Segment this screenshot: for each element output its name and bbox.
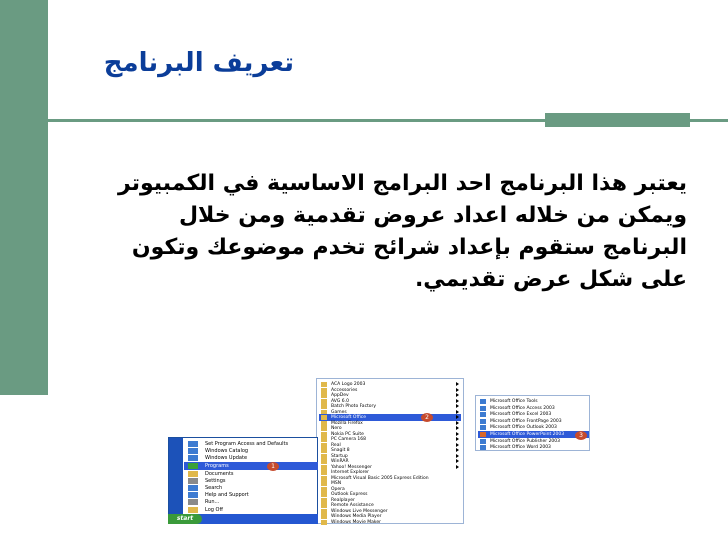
office-app-icon <box>480 399 486 404</box>
programs-item-label: MSN <box>331 481 342 486</box>
start-item[interactable]: Documents <box>205 471 234 477</box>
office-item-label: Microsoft Office PowerPoint 2003 <box>490 432 565 437</box>
start-item[interactable]: Log Off <box>205 507 223 513</box>
submenu-arrow-icon <box>456 410 459 414</box>
search-icon <box>188 485 198 491</box>
update-icon <box>188 455 198 461</box>
taskbar <box>168 514 318 524</box>
body-line: يعتبر هذا البرنامج احد البرامج الاساسية في الكمبيوتر <box>118 171 687 196</box>
start-menu <box>168 437 318 523</box>
programs-item-label: Startup <box>331 453 348 459</box>
start-item[interactable]: Windows Catalog <box>205 448 249 454</box>
submenu-arrow-icon <box>456 459 459 463</box>
submenu-arrow-icon <box>456 388 459 392</box>
programs-item-label: AppDev <box>331 393 349 398</box>
office-menu <box>475 395 590 451</box>
office-app-icon <box>480 432 486 437</box>
programs-item-label: Realplayer <box>331 497 355 503</box>
submenu-arrow-icon <box>456 432 459 436</box>
office-app-icon <box>480 419 486 424</box>
programs-item-label: Windows Movie Maker <box>331 519 381 525</box>
office-app-icon <box>480 439 486 444</box>
programs-item-label: ACA Logo 2003 <box>331 382 366 387</box>
programs-item-label: Outlook Express <box>331 492 368 497</box>
programs-item-label: Opera <box>331 486 345 492</box>
programs-menu <box>316 378 464 524</box>
submenu-arrow-icon <box>456 382 459 386</box>
submenu-arrow-icon <box>456 454 459 458</box>
submenu-arrow-icon <box>456 465 459 469</box>
programs-item-label: Windows Live Messenger <box>331 508 388 514</box>
office-app-icon <box>480 412 486 417</box>
programs-item-label: Windows Media Player <box>331 514 382 519</box>
programs-item-label: Games <box>331 409 347 415</box>
start-item[interactable]: Run... <box>205 499 220 505</box>
start-item[interactable]: Search <box>205 485 223 491</box>
programs-item-label: PC Camera 168 <box>331 437 366 442</box>
submenu-arrow-icon <box>456 448 459 452</box>
programs-item-label: Microsoft Office <box>331 415 367 420</box>
body-line: على شكل عرض تقديمي. <box>414 267 687 292</box>
title-divider-accent <box>545 113 690 127</box>
office-item-label: Microsoft Office FrontPage 2003 <box>490 418 562 424</box>
settings-icon <box>188 478 198 484</box>
programs-item-label: AVG 6.0 <box>331 398 349 404</box>
programs-item-label: Mozilla Firefox <box>331 420 363 426</box>
documents-icon <box>188 471 198 477</box>
programs-item-label: Internet Explorer <box>331 470 370 475</box>
step-badge-1: 1 <box>267 462 279 471</box>
logoff-icon <box>188 507 198 513</box>
submenu-arrow-icon <box>456 443 459 447</box>
submenu-arrow-icon <box>456 437 459 441</box>
slide-body <box>110 168 687 296</box>
catalog-icon <box>188 448 198 454</box>
start-menu-sidebar <box>169 438 183 522</box>
programs-item-label: WinRAR <box>331 459 349 464</box>
office-item-label: Microsoft Office Tools <box>490 399 538 404</box>
start-item[interactable]: Settings <box>205 478 226 484</box>
start-item[interactable]: Set Program Access and Defaults <box>205 441 289 447</box>
submenu-arrow-icon <box>456 421 459 425</box>
title-divider-end <box>690 119 728 122</box>
office-app-icon <box>480 406 486 411</box>
programs-item-label: Remote Assistance <box>331 503 374 508</box>
start-button[interactable]: start <box>168 514 202 524</box>
body-line: البرنامج ستقوم بإعداد شرائح تخدم موضوعك وتكون <box>131 235 687 260</box>
office-item-label: Microsoft Office Outlook 2003 <box>490 425 557 431</box>
submenu-arrow-icon <box>456 415 459 419</box>
programs-item-label: Batch Photo Factory <box>331 404 377 409</box>
office-item-label: Microsoft Office Access 2003 <box>490 405 555 411</box>
programs-item-label: Microsoft Visual Basic 2005 Express Edition <box>331 475 429 481</box>
run-icon <box>188 499 198 505</box>
step-badge-3: 3 <box>575 431 587 440</box>
submenu-arrow-icon <box>456 393 459 397</box>
programs-item-label: Nokia PC Suite <box>331 431 364 437</box>
office-item-label: Microsoft Office Word 2003 <box>490 445 551 451</box>
programs-item-label: Yahoo! Messenger <box>331 464 372 470</box>
embedded-screenshot <box>168 378 590 524</box>
programs-item[interactable] <box>319 519 461 526</box>
start-item[interactable]: Help and Support <box>205 492 249 498</box>
submenu-arrow-icon <box>456 404 459 408</box>
office-app-icon <box>480 445 486 450</box>
programs-item-label: Snagit 8 <box>331 448 350 453</box>
submenu-arrow-icon <box>456 399 459 403</box>
sidebar-accent-bar <box>0 0 48 395</box>
folder-icon <box>321 520 327 525</box>
slide-title: تعريف البرنامج <box>103 48 294 78</box>
office-item[interactable] <box>478 444 589 451</box>
body-line: ويمكن من خلاله اعداد عروض تقدمية ومن خلال <box>178 203 687 228</box>
programs-item-label: Real <box>331 442 341 448</box>
help-icon <box>188 492 198 498</box>
office-item-label: Microsoft Office Publisher 2003 <box>490 438 561 444</box>
office-item-label: Microsoft Office Excel 2003 <box>490 412 552 418</box>
start-item[interactable]: Windows Update <box>205 455 248 461</box>
step-badge-2: 2 <box>421 413 433 422</box>
program-access-icon <box>188 441 198 447</box>
programs-item-label: Nero <box>331 426 342 431</box>
start-item-programs[interactable]: Programs <box>205 463 229 469</box>
office-app-icon <box>480 425 486 430</box>
programs-icon <box>188 463 198 469</box>
submenu-arrow-icon <box>456 426 459 430</box>
programs-item-label: Accessories <box>331 387 358 393</box>
